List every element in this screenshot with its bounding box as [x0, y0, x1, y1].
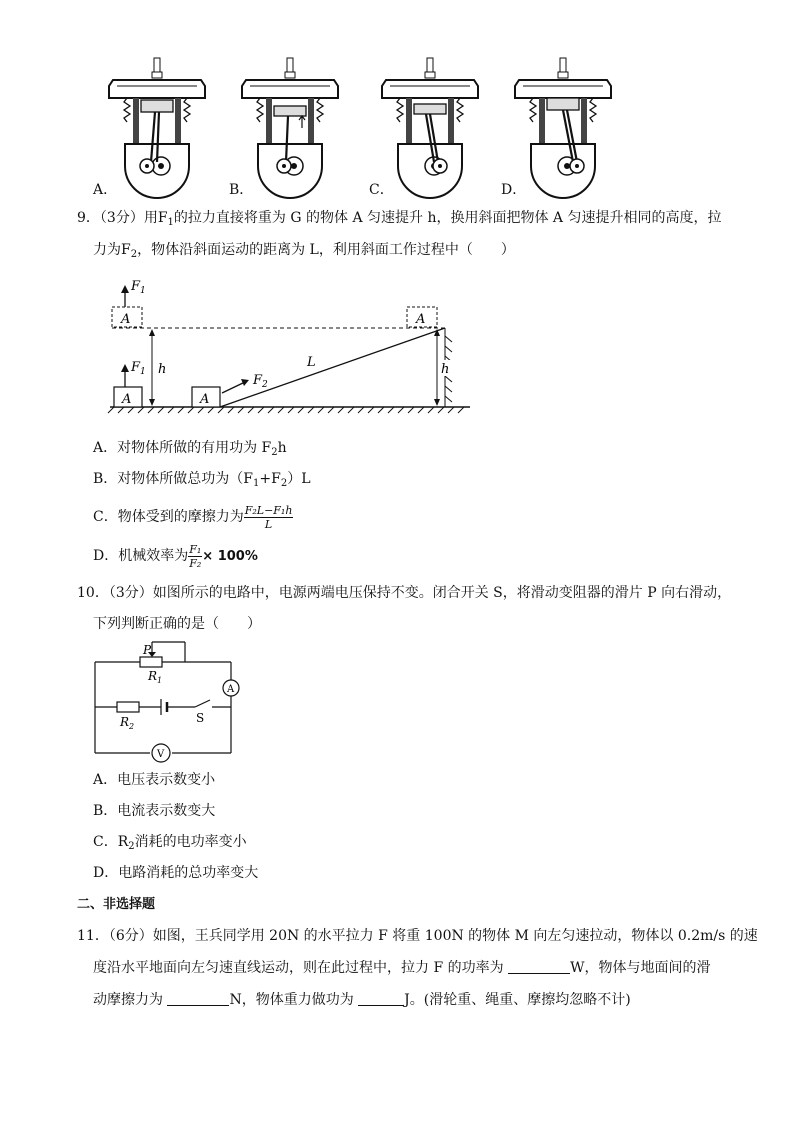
q10-option-c: C．$R_2$消耗的电功率变小 — [93, 834, 247, 852]
h-label-left: h — [158, 362, 167, 377]
r2-label: $R_2$ — [120, 715, 135, 731]
q11-stem-line3: 动摩擦力为 N，物体重力做功为 J。(滑轮重、绳重、摩擦均忽略不计) — [93, 992, 631, 1008]
q9-option-c: C．物体受到的摩擦力为 $\frac{\text{F₂L−F₁h}}{L}$ — [93, 503, 293, 531]
q9-option-b: B．对物体所做总功为$(F_1+F_2)L$ — [93, 471, 311, 489]
engine-d-figure — [515, 58, 611, 198]
q9-option-d: D．机械效率为 $\frac{\text{F₁}}{\text{F₂}}$ × 100% — [93, 542, 258, 570]
q9-stem-line2: 力为$F_2$，物体沿斜面运动的距离为 L，利用斜面工作过程中（ ） — [93, 242, 515, 260]
q11-stem-line2: 度沿水平地面向左匀速直线运动，则在此过程中，拉力 F 的功率为 W，物体与地面间的滑 — [93, 960, 711, 976]
engine-c-figure — [382, 58, 478, 198]
h-label-right-visible: h — [441, 362, 450, 377]
q8-option-c: C． — [369, 182, 394, 198]
incline-diagram — [100, 270, 480, 420]
l-label: L — [307, 355, 316, 370]
f1-lower-label: $F_1$ — [131, 360, 146, 377]
engine-diagrams — [0, 0, 794, 200]
q8-option-b: B． — [229, 182, 254, 198]
box-a-label-2: A — [121, 312, 131, 327]
ammeter-label: A — [227, 684, 235, 695]
box-a-label-3: A — [200, 392, 210, 407]
engine-b-figure — [242, 58, 338, 198]
q10-option-d: D．电路消耗的总功率变大 — [93, 865, 259, 881]
switch-label: S — [196, 711, 205, 725]
q10-option-b: B．电流表示数变大 — [93, 803, 216, 819]
r1-label: $R_1$ — [148, 669, 163, 685]
voltmeter-label: V — [157, 749, 165, 760]
q9-option-a: A．对物体所做的有用功为 $F_2h$ — [93, 440, 287, 458]
engine-a-figure — [109, 58, 205, 198]
f1-upper-label: $F_1$ — [131, 279, 146, 296]
box-a-label-1: A — [122, 392, 132, 407]
friction-answer-blank[interactable] — [167, 991, 229, 1006]
q8-option-a: A． — [93, 182, 118, 198]
q9-stem-line1: 9．（3分）用$F_1$的拉力直接将重为 G 的物体 A 匀速提升 h，换用斜面把物体 A 匀速提升相同的高度，拉 — [77, 210, 722, 228]
p-label: P — [143, 643, 152, 657]
efficiency-fraction: $\frac{\text{F₁}}{\text{F₂}}$ — [189, 542, 202, 570]
box-a-label-4: A — [416, 312, 426, 327]
q10-option-a: A．电压表示数变小 — [93, 772, 216, 788]
q8-option-d: D． — [501, 182, 527, 198]
power-answer-blank[interactable] — [508, 959, 570, 974]
section-title: 二、非选择题 — [77, 897, 156, 912]
circuit-diagram — [90, 640, 250, 765]
friction-fraction: $\frac{\text{F₂L−F₁h}}{L}$ — [244, 503, 293, 531]
q10-stem-line1: 10．（3分）如图所示的电路中，电源两端电压保持不变。闭合开关 S，将滑动变阻器的滑片 P 向右滑动， — [77, 585, 732, 601]
q11-stem-line1: 11．（6分）如图，王兵同学用 20N 的水平拉力 F 将重 100N 的物体 M 向左匀速拉动，物体以 0.2m/s 的速 — [77, 928, 758, 944]
f2-label: $F_2$ — [253, 373, 268, 390]
gravity-work-answer-blank[interactable] — [358, 991, 404, 1006]
q10-stem-line2: 下列判断正确的是（ ） — [93, 616, 261, 632]
